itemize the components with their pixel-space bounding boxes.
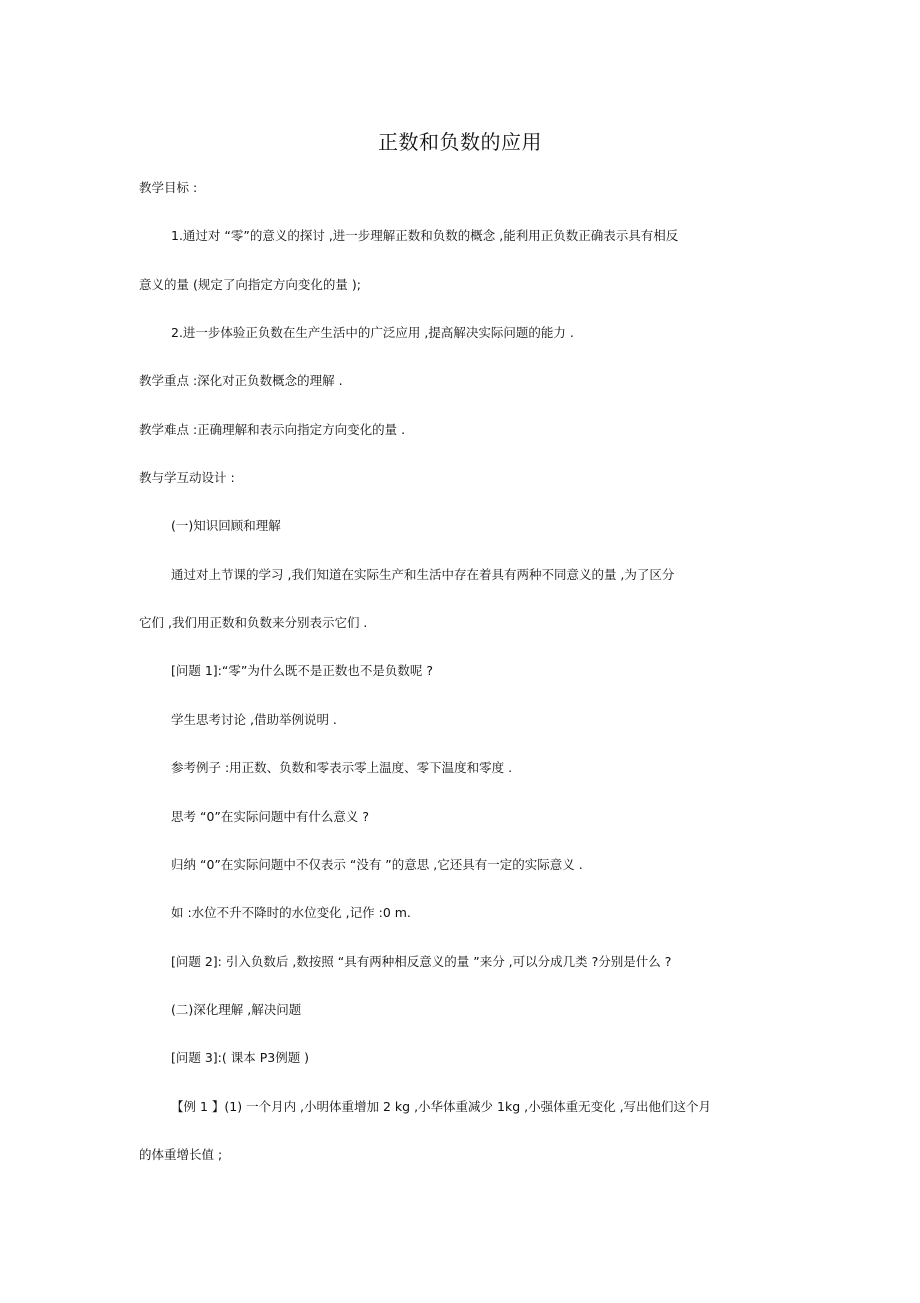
section-heading-teaching-goals: 教学目标 : bbox=[139, 180, 198, 195]
paragraph-line-1: 通过对上节课的学习 ,我们知道在实际生产和生活中存在着具有两种不同意义的量 ,为了区分 bbox=[171, 567, 675, 582]
thinking-prompt: 思考 “0”在实际问题中有什么意义 ? bbox=[171, 809, 369, 824]
example-1-line-2: 的体重增长值 ; bbox=[139, 1147, 223, 1162]
teaching-difficulty: 教学难点 :正确理解和表示向指定方向变化的量 . bbox=[139, 422, 406, 437]
question-1: [问题 1]:“零”为什么既不是正数也不是负数呢 ? bbox=[171, 663, 433, 678]
goal-2: 2.进一步体验正负数在生产生活中的广泛应用 ,提高解决实际问题的能力 . bbox=[171, 325, 574, 340]
summary-statement: 归纳 “0”在实际问题中不仅表示 “没有 ”的意思 ,它还具有一定的实际意义 . bbox=[171, 857, 583, 872]
example-water-level: 如 :水位不升不降时的水位变化 ,记作 :0 m. bbox=[171, 905, 411, 920]
subsection-heading-deepen: (二)深化理解 ,解决问题 bbox=[171, 1002, 302, 1017]
student-discussion: 学生思考讨论 ,借助举例说明 . bbox=[171, 712, 337, 727]
teaching-key-point: 教学重点 :深化对正负数概念的理解 . bbox=[139, 373, 343, 388]
example-1-line-1: 【例 1 】(1) 一个月内 ,小明体重增加 2 kg ,小华体重减少 1kg ,小强体重无变化 ,写出他们这个月 bbox=[171, 1099, 712, 1114]
question-2: [问题 2]: 引入负数后 ,数按照 “具有两种相反意义的量 ”来分 ,可以分成几类 ?分别是什么 ? bbox=[171, 954, 672, 969]
goal-1-line-1: 1.通过对 “零”的意义的探讨 ,进一步理解正数和负数的概念 ,能利用正负数正确表示具有相反 bbox=[171, 228, 679, 243]
document-title: 正数和负数的应用 bbox=[378, 130, 542, 154]
question-3: [问题 3]:( 课本 P3例题 ) bbox=[171, 1050, 310, 1065]
goal-1-line-2: 意义的量 (规定了向指定方向变化的量 ); bbox=[139, 277, 361, 292]
section-heading-interactive-design: 教与学互动设计 : bbox=[139, 470, 235, 485]
reference-example: 参考例子 :用正数、负数和零表示零上温度、零下温度和零度 . bbox=[171, 760, 513, 775]
paragraph-line-2: 它们 ,我们用正数和负数来分别表示它们 . bbox=[139, 615, 368, 630]
subsection-heading-review: (一)知识回顾和理解 bbox=[171, 518, 281, 533]
